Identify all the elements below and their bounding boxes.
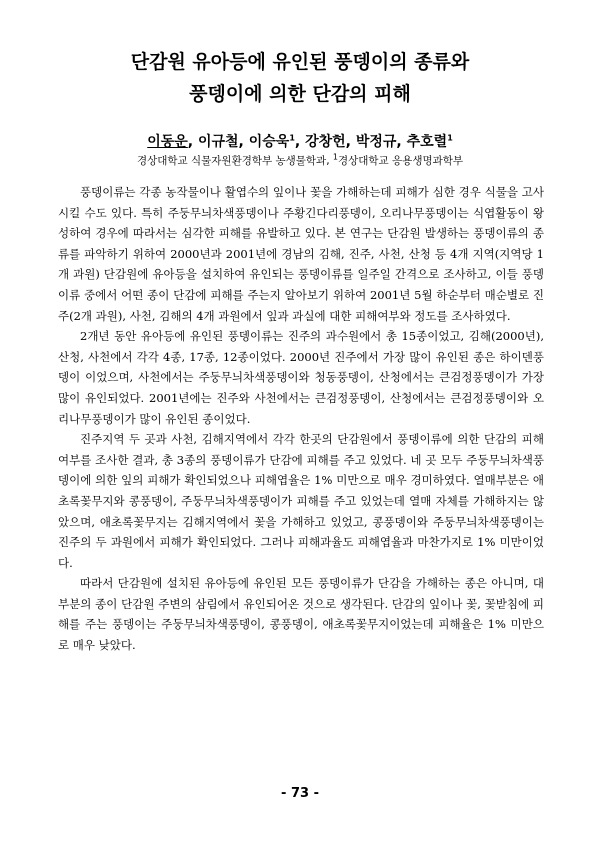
- first-author: 이동운: [147, 134, 188, 150]
- paper-title-line-1: 단감원 유아등에 유인된 풍뎅이의 종류와: [130, 51, 470, 73]
- paper-title-line-2: 풍뎅이에 의한 단감의 피해: [189, 83, 411, 105]
- page-number: - 73 -: [281, 786, 319, 801]
- affiliation-mark-2: 1: [447, 133, 453, 143]
- author-list: [0, 132, 600, 152]
- authors-part-2: , 강창헌, 박정규, 추호렬: [294, 134, 448, 150]
- affiliation-mark: 1: [332, 152, 338, 162]
- paragraph-2: 2개년 동안 유아등에 유인된 풍뎅이류는 진주의 과수원에서 총 15종이었고, 김해(2000년), 산청, 사천에서 각각 4종, 17종, 12종이었다. 2000년 진주에서 가장 많이 유인된 종은 하이덴풍뎅이 이었으며, 사천에서는 주둥무늬차색풍뎅이와 청동풍뎅이, 산청에서는 큰검정풍뎅이가 가장 많이 유인되었다. 2001년에는 진주와 사천에서는 큰검정풍뎅이, 산청에서는 큰검정풍뎅이와 오리나무풍뎅이가 많이 유인된 종이었다.: [58, 329, 544, 426]
- paragraph-1: 풍뎅이류는 각종 농작물이나 활엽수의 잎이나 꽃을 가해하는데 피해가 심한 경우 식물을 고사시킬 수도 있다. 특히 주둥무늬차색풍뎅이나 주황긴다리풍뎅이, 오리나무풍뎅이는 식엽활동이 왕성하여 경우에 따라서는 심각한 피해를 유발하고 있다. 본 연구는 단감원 발생하는 풍뎅이류의 종류를 파악하기 위하여 2000년과 2001년에 경남의 김해, 진주, 사천, 산청 등 4개 지역(지역당 1개 과원) 단감원에 유아등을 설치하여 유인되는 풍뎅이류를 일주일 간격으로 조사하고, 이들 풍뎅이류 중에서 어떤 종이 단감에 피해를 주는지 알아보기 위하여 2001년 5월 하순부터 매순별로 진주(2개 과원), 사천, 김해의 4개 과원에서 잎과 과실에 대한 피해여부와 정도를 조사하였다.: [58, 185, 544, 323]
- affiliation-mark-1: 1: [289, 133, 295, 143]
- paragraph-4: 따라서 단감원에 설치된 유아등에 유인된 모든 풍뎅이류가 단감을 가해하는 종은 아니며, 대부분의 종이 단감원 주변의 삼림에서 유인되어온 것으로 생각된다. 단감의 잎이나 꽃, 꽃받침에 피해를 주는 풍뎅이는 주둥무늬차색풍뎅이, 콩풍뎅이, 애초록꽃무지이었는데 피해율은 1% 미만으로 매우 낮았다.: [58, 576, 544, 653]
- affiliation-line: [0, 152, 600, 170]
- affiliation-primary: 경상대학교 식물자원환경학부 농생물학과,: [136, 155, 333, 167]
- paragraph-3: 진주지역 두 곳과 사천, 김해지역에서 각각 한곳의 단감원에서 풍뎅이류에 의한 단감의 피해여부를 조사한 결과, 총 3종의 풍뎅이류가 단감에 피해를 주고 있었다. 네 곳 모두 주둥무늬차색풍뎅이에 의한 잎의 피해가 확인되었으나 피해엽율은 1% 미만으로 매우 경미하였다. 열매부분은 애초록꽃무지와 콩풍뎅이, 주둥무늬차색풍뎅이가 피해를 주고 있었는데 열매 자체를 가해하지는 않았으며, 애초록꽃무지는 김해지역에서 꽃을 가해하고 있었고, 콩풍뎅이와 주둥무늬차색풍뎅이는 진주의 두 과원에서 피해가 확인되었다. 그러나 피해과율도 피해엽율과 마찬가지로 1% 미만이었다.: [58, 432, 544, 570]
- affiliation-secondary: 경상대학교 응용생명과학부: [337, 155, 464, 167]
- authors-part-1: , 이규철, 이승욱: [187, 134, 290, 150]
- abstract-body: [58, 182, 544, 656]
